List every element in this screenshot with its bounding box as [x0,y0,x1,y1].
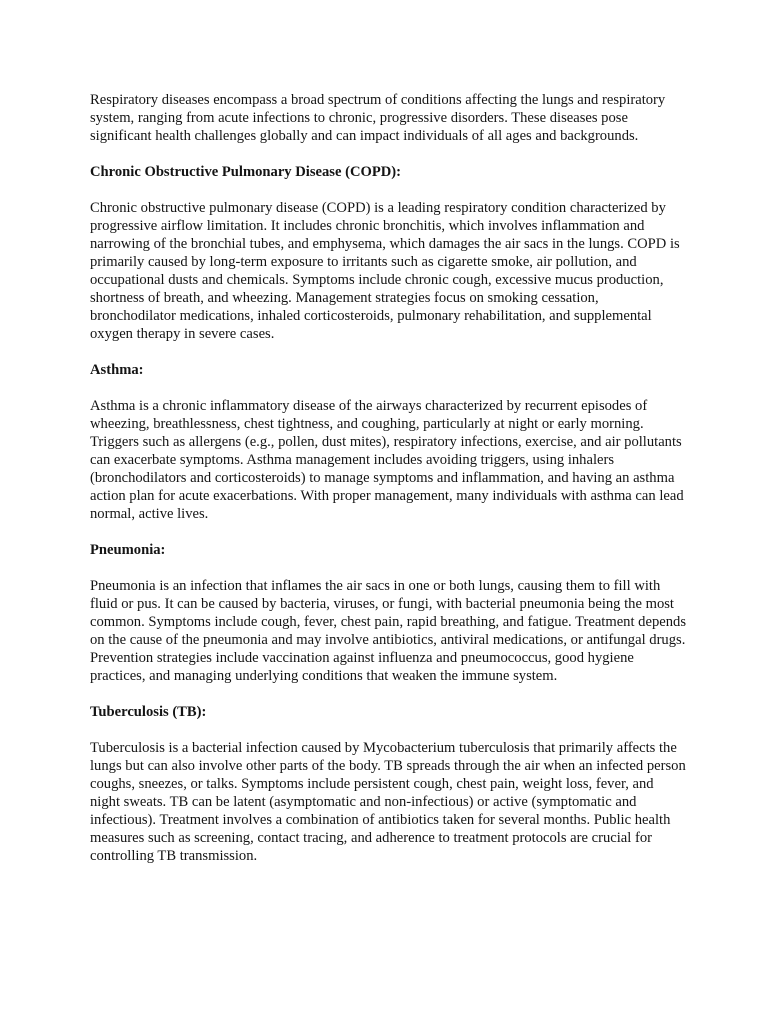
intro-paragraph: Respiratory diseases encompass a broad spectrum of conditions affecting the lungs and respiratory system, ranging from acute infections to chronic, progressive disorders. These diseases pose significant health challenges globally and can impact individuals of all ages and backgrounds. [90,92,666,144]
section-body-asthma: Asthma is a chronic inflammatory disease of the airways characterized by recurrent episodes of wheezing, breathlessness, chest tightness, and coughing, particularly at night or early morning. Triggers such as allergens (e.g., pollen, dust mites), respiratory infections, exercise, and air pollutants can exacerbate symptoms. Asthma management includes avoiding triggers, using inhalers (bronchodilators and corticosteroids) to manage symptoms and inflammation, and having an asthma action plan for acute exacerbations. With proper management, many individuals with asthma can lead normal, active lives. [90,398,684,522]
section-heading-copd: Chronic Obstructive Pulmonary Disease (COPD): [90,164,402,180]
section-body-copd: Chronic obstructive pulmonary disease (COPD) is a leading respiratory condition characterized by progressive airflow limitation. It includes chronic bronchitis, which involves inflammation and narrowing of the bronchial tubes, and emphysema, which damages the air sacs in the lungs. COPD is primarily caused by long-term exposure to irritants such as cigarette smoke, air pollution, and occupational dusts and chemicals. Symptoms include chronic cough, excessive mucus production, shortness of breath, and wheezing. Management strategies focus on smoking cessation, bronchodilator medications, inhaled corticosteroids, pulmonary rehabilitation, and supplemental oxygen therapy in severe cases. [90,200,680,342]
document-page [90,91,686,883]
section-heading-tuberculosis: Tuberculosis (TB): [90,704,207,720]
section-heading-pneumonia: Pneumonia: [90,542,166,558]
section-body-pneumonia: Pneumonia is an infection that inflames the air sacs in one or both lungs, causing them to fill with fluid or pus. It can be caused by bacteria, viruses, or fungi, with bacterial pneumonia being the most common. Symptoms include cough, fever, chest pain, rapid breathing, and fatigue. Treatment depends on the cause of the pneumonia and may involve antibiotics, antiviral medications, or antifungal drugs. Prevention strategies include vaccination against influenza and pneumococcus, good hygiene practices, and managing underlying conditions that weaken the immune system. [90,578,686,684]
section-heading-asthma: Asthma: [90,362,144,378]
section-body-tuberculosis: Tuberculosis is a bacterial infection caused by Mycobacterium tuberculosis that primarily affects the lungs but can also involve other parts of the body. TB spreads through the air when an infected person coughs, sneezes, or talks. Symptoms include persistent cough, chest pain, weight loss, fever, and night sweats. TB can be latent (asymptomatic and non-infectious) or active (symptomatic and infectious). Treatment involves a combination of antibiotics taken for several months. Public health measures such as screening, contact tracing, and adherence to treatment protocols are crucial for controlling TB transmission. [90,740,686,864]
